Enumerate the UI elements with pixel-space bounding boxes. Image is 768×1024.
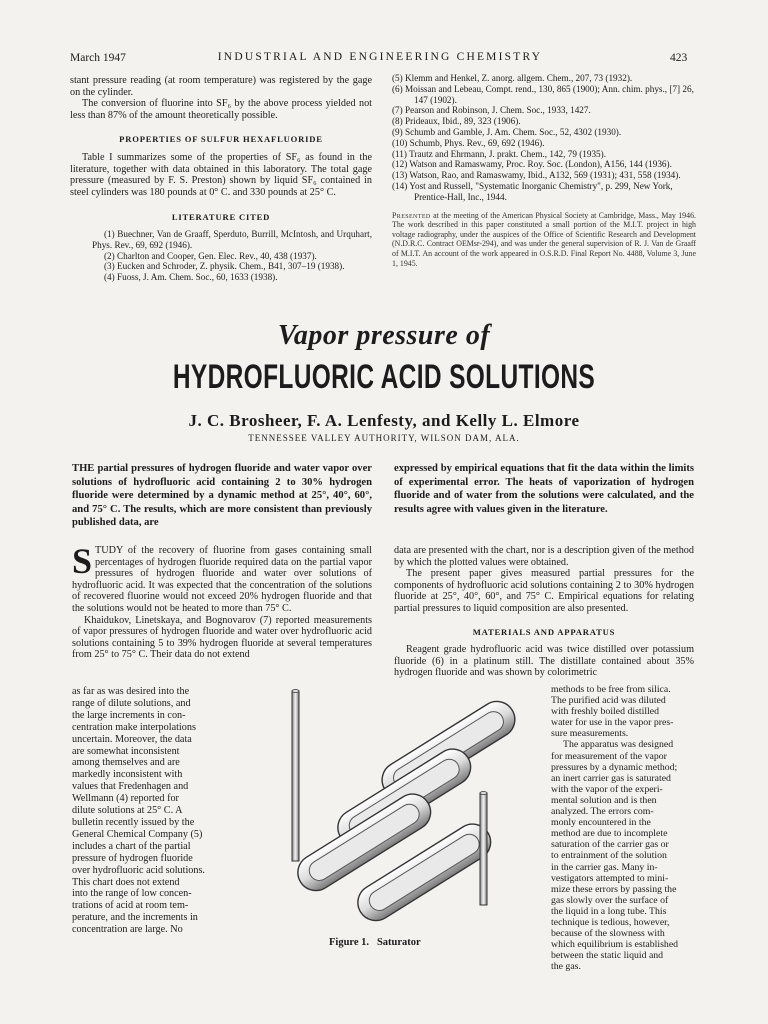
text-line: values that Fredenhagen and — [72, 781, 189, 793]
text-line: The purified acid was diluted — [551, 695, 666, 707]
running-header-journal: INDUSTRIAL AND ENGINEERING CHEMISTRY — [217, 51, 543, 63]
body-paragraph-2: Khaidukov, Linetskaya, and Bognovarov (7) reported measurements of vapor pressures of hydrogen fluoride and water over hydrofluoric acid solutions containing 5 to 39% hydrogen fluoride at several temperatures from 25° to 75° C. Their data do not extend — [72, 614, 372, 661]
reference-item: (8) Prideaux, Ibid., 89, 323 (1906). — [392, 116, 521, 127]
reference-item: (3) Eucken and Schroder, Z. physik. Chem., B41, 307–19 (1938). — [104, 261, 345, 272]
text-line: This chart does not extend — [72, 876, 180, 888]
text-line: among themselves and are — [72, 757, 180, 769]
body-right-paragraph-1: data are presented with the chart, nor is a description given of the method by which the plotted values were obtained. — [394, 545, 694, 568]
saturator-drawing — [235, 685, 545, 935]
text-line: methods to be free from silica. — [551, 684, 671, 695]
reference-item: (5) Klemm and Henkel, Z. anorg. allgem. Chem., 207, 73 (1932). — [392, 73, 633, 83]
article-affiliation: TENNESSEE VALLEY AUTHORITY, WILSON DAM, ALA. — [248, 433, 520, 443]
saturator-outlet-stem — [480, 792, 487, 906]
references-list-left — [70, 229, 372, 283]
text-line: the gas. — [551, 961, 581, 973]
text-line: saturation of the carrier gas or — [551, 839, 669, 851]
text-line: to entrainment of the solution — [551, 850, 667, 862]
presented-label: Presented — [392, 210, 431, 220]
running-header-page-number: 423 — [670, 52, 688, 64]
text-line: method are due to incomplete — [551, 828, 668, 840]
text-line: mental solution and is then — [551, 794, 657, 806]
text-line: perature, and the increments in — [72, 912, 198, 924]
reference-item: (9) Schumb and Gamble, J. Am. Chem. Soc., 52, 4302 (1930). — [392, 126, 622, 137]
text-line: monly encountered in the — [551, 817, 651, 829]
text-line: over hydrofluoric acid solutions. — [72, 864, 205, 876]
text-line: in the carrier gas. Many in- — [551, 861, 658, 873]
text-line: water for use in the vapor pres- — [551, 717, 674, 729]
reference-item: (7) Pearson and Robinson, J. Chem. Soc., 1933, 1427. — [392, 105, 591, 116]
text-line: sure measurements. — [551, 728, 629, 740]
text-line: markedly inconsistent with — [72, 769, 183, 781]
intro-paragraph-2: The conversion of fluorine into SF₆ by the above process yielded not less than 87% of the amount theoretically possible. — [70, 98, 372, 121]
text-line: concentration are large. No — [72, 924, 183, 936]
article-title-line-2: HYDROFLUORIC ACID SOLUTIONS — [172, 358, 596, 396]
abstract-right: expressed by empirical equations that fit the data within the limits of experimental error. The heats of vaporization of hydrogen fluoride and of water from the solutions were calculated, and the results agree with values given in the literature. — [394, 463, 694, 515]
text-line: the liquid in a long tube. This — [551, 905, 667, 917]
figure-label: Figure 1. — [329, 937, 370, 948]
text-line: pressure of hydrogen fluoride — [72, 852, 193, 864]
text-line: the large increments in con- — [72, 709, 186, 721]
text-line: which equilibrium is established — [551, 939, 679, 951]
text-line: mize these errors by passing the — [551, 883, 677, 895]
body-right-paragraph-2: The present paper gives measured partial pressures for the components of hydrofluoric acid solutions containing 2 to 30% hydrogen fluoride at 25°, 40°, 60°, and 75° C. Empirical equations for relating partial pressures to liquid composition are also presented. — [394, 568, 694, 614]
text-line: trations of acid at room tem- — [72, 900, 189, 912]
body-right-narrow — [551, 684, 701, 972]
article-title-line-1: Vapor pressure of — [277, 320, 491, 351]
text-line: analyzed. The errors com- — [551, 806, 654, 818]
body-paragraph-1-text: TUDY of the recovery of fluorine from gases containing small percentages of hydrogen fluoride required data on the partial vapor pressures of hydrogen fluoride and water over solutions of hydrofluoric acid. It was expected that the concentration of the solutions of recovered fluorine would not exceed 20% hydrogen fluoride and that the solutions would not be heated to more than 75° C. — [72, 545, 372, 614]
presented-note-text: at the meeting of the American Physical Society at Cambridge, Mass., May 1946. The work described in this paper constituted a small portion of the M.I.T. project in high voltage radiography, under the auspices of the Office of Scientific Research and Development (N.D.R.C. Contract OEMsr-294), and was under the general supervision of R. J. Van de Graaff of M.I.T. An account of the work appeared in O.S.R.D. Final Report No. 4488, Volume 3, June 1, 1945. — [392, 210, 696, 268]
text-line: bulletin recently issued by the — [72, 816, 195, 828]
text-line: because of the slowness with — [551, 928, 665, 940]
text-line: as far as was desired into the — [72, 686, 190, 697]
text-line: dilute solutions at 25° C. A — [72, 805, 183, 817]
figure-caption — [329, 937, 421, 948]
text-line: with freshly boiled distilled — [551, 706, 660, 718]
text-line: uncertain. Moreover, the data — [72, 733, 192, 745]
presented-note — [392, 211, 696, 269]
body-paragraph-1 — [72, 541, 372, 615]
literature-heading: LITERATURE CITED — [171, 212, 271, 223]
body-right-column — [394, 545, 694, 679]
properties-paragraph: Table I summarizes some of the properties of SF₆ as found in the literature, together with data obtained in this laboratory. The total gage pressure (measured by F. S. Preston) shown by liquid SF₆ contained in steel cylinders was 180 pounds at 0° C. and 330 pounds at 25° C. — [70, 151, 372, 198]
text-line: The apparatus was designed — [563, 739, 674, 751]
text-line: between the static liquid and — [551, 950, 664, 962]
text-line: are somewhat inconsistent — [72, 745, 180, 757]
text-line: gas slowly over the surface of — [551, 894, 669, 906]
text-line: for measurement of the vapor — [551, 750, 667, 762]
materials-heading: MATERIALS AND APPARATUS — [472, 626, 616, 637]
intro-paragraph-1: stant pressure reading (at room temperature) was registered by the gage on the cylinder. — [70, 75, 372, 98]
running-header-date: March 1947 — [70, 52, 126, 64]
drop-cap: S — [72, 541, 93, 581]
text-line: an inert carrier gas is saturated — [551, 772, 671, 784]
figure-saturator — [235, 685, 545, 950]
top-right-column — [392, 73, 696, 268]
text-line: range of dilute solutions, and — [72, 697, 191, 709]
reference-item: (12) Watson and Ramaswamy, Proc. Roy. Soc. (London), A156, 144 (1936). — [392, 159, 672, 170]
text-line: vestigators attempted to mini- — [551, 872, 669, 884]
abstract-left: THE partial pressures of hydrogen fluoride and water vapor over solutions of hydrofluoric acid containing 2 to 30% hydrogen fluoride were determined by a dynamic method at 25°, 40°, 60°, and 75° C. The results, which are more consistent than previously published data, are — [72, 463, 372, 529]
text-line: with the vapor of the experi- — [551, 783, 663, 795]
reference-item: (2) Charlton and Cooper, Gen. Elec. Rev., 40, 438 (1937). — [104, 250, 317, 261]
references-list-right — [392, 73, 696, 203]
body-left-column — [72, 541, 372, 661]
reference-item: (1) Buechner, Van de Graaff, Sperduto, Burrill, McIntosh, and Urquhart, Phys. Rev., 69, 692 (1946). — [92, 228, 372, 250]
reference-item: (10) Schumb, Phys. Rev., 69, 692 (1946). — [392, 137, 545, 148]
body-right-paragraph-3: Reagent grade hydrofluoric acid was twice distilled over potassium fluoride (6) in a platinum still. The distillate contained about 35% hydrogen fluoride and was shown by colorimetric — [394, 644, 694, 679]
saturator-inlet-stem — [292, 690, 299, 862]
article-authors: J. C. Brosheer, F. A. Lenfesty, and Kelly L. Elmore — [188, 411, 580, 430]
top-left-column — [70, 75, 372, 283]
reference-item: (6) Moissan and Lebeau, Compt. rend., 130, 865 (1900); Ann. chim. phys., [7] 26, 147 (1902). — [392, 83, 694, 105]
text-line: Wellmann (4) reported for — [72, 793, 179, 805]
text-line: technique is tedious, however, — [551, 916, 670, 928]
reference-item: (4) Fuoss, J. Am. Chem. Soc., 60, 1633 (1938). — [104, 272, 278, 283]
text-line: pressures by a dynamic method; — [551, 761, 678, 773]
reference-item: (13) Watson, Rao, and Ramaswamy, Ibid., A132, 569 (1931); 431, 558 (1934). — [392, 170, 681, 181]
text-line: General Chemical Company (5) — [72, 828, 203, 840]
text-line: into the range of low concen- — [72, 888, 192, 900]
reference-item: (14) Yost and Russell, "Systematic Inorganic Chemistry", p. 299, New York, Prentice-Hall, Inc., 1944. — [392, 180, 673, 202]
text-line: includes a chart of the partial — [72, 840, 191, 852]
text-line: centration make interpolations — [72, 721, 196, 733]
reference-item: (11) Trautz and Ehrmann, J. prakt. Chem., 142, 79 (1935). — [392, 148, 607, 159]
properties-heading: PROPERTIES OF SULFUR HEXAFLUORIDE — [119, 134, 323, 145]
body-left-narrow — [72, 686, 232, 936]
figure-caption-text: Saturator — [376, 937, 421, 948]
